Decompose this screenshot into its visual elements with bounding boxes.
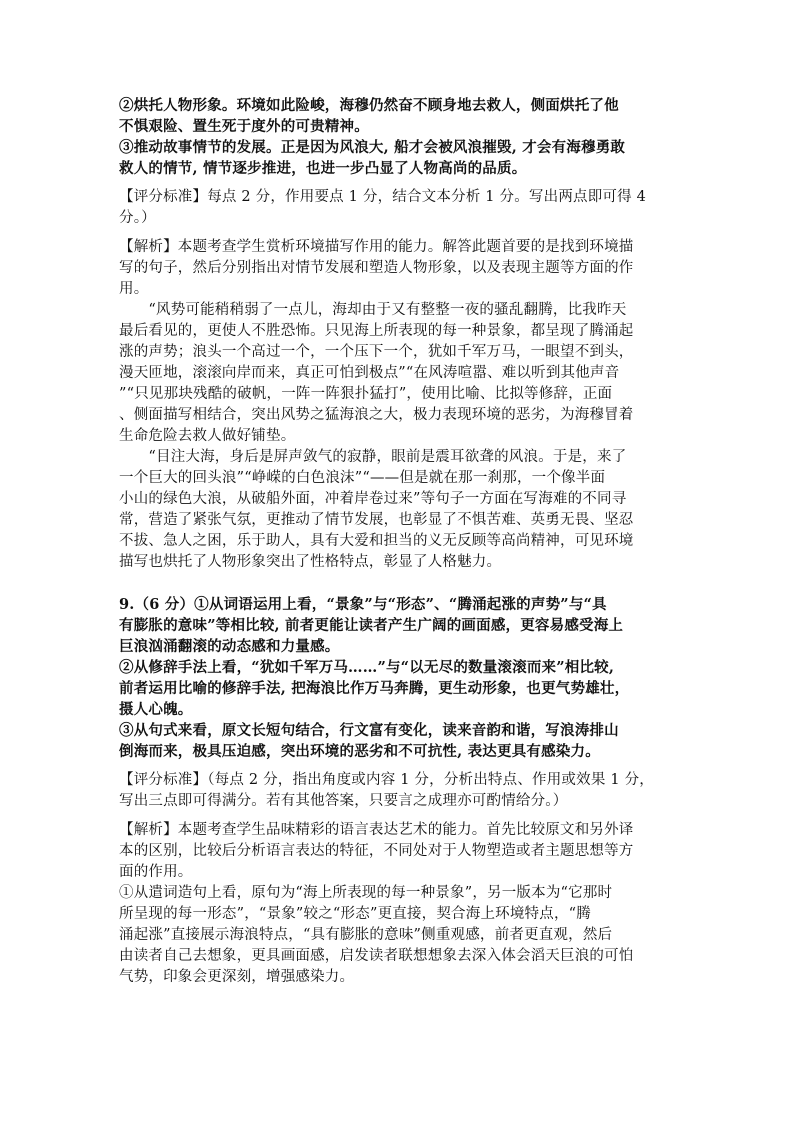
text-line: 分。）	[119, 210, 156, 226]
text-line: 涌起涨”直接展示海浪特点，“具有膨胀的意味”侧重观感，前者更直观，然后	[119, 927, 613, 943]
text-line: 【评分标准】（每点 2 分，指出角度或内容 1 分，分析出特点、作用或效果 1 分，	[119, 772, 654, 788]
text-line: ③推动故事情节的发展。正是因为风浪大, 船才会被风浪摧毁, 才会有海穆勇敢	[119, 139, 626, 156]
analysis-8	[119, 237, 679, 573]
text-line: 不惧艰险、置生死于度外的可贵精神。	[119, 118, 369, 135]
text-line: 倒海而来，极具压迫感，突出环境的恶劣和不可抗性, 表达更具有感染力。	[119, 743, 600, 760]
text-line: 气势，印象会更深刻，增强感染力。	[119, 969, 355, 985]
text-line: 用。	[119, 281, 149, 297]
text-line: 常，营造了紧张气氛，更推动了情节发展，也彰显了不惧苦难、英勇无畏、坚忍	[119, 512, 634, 528]
text-line: 救人的情节, 情节逐步推进，也进一步凸显了人物高尚的品质。	[119, 160, 527, 177]
text-line: 写的句子，然后分别指出对情节发展和塑造人物形象，以及表现主题等方面的作	[119, 260, 634, 276]
text-line: 本的区别，比较后分析语言表达的特征，不同处对于人物塑造或者主题思想等方	[119, 843, 634, 859]
scoring-criteria-9	[119, 770, 679, 812]
text-line: 由读者自己去想象，更具画面感，启发读者联想想象去深入体会滔天巨浪的可怕	[119, 948, 634, 964]
text-line: 【评分标准】每点 2 分，作用要点 1 分，结合文本分析 1 分。写出两点即可得 4	[119, 189, 647, 205]
text-line: 摄人心魄。	[119, 701, 193, 718]
answer-9	[119, 594, 679, 762]
text-line: 所呈现的每一形态”，“景象”较之“形态”更直接，契合海上环境特点，“腾	[119, 906, 591, 922]
text-line: 不拔、急人之困，乐于助人，具有大爱和担当的义无反顾等高尚精神，可见环境	[119, 533, 634, 549]
answer-8-points-2-3	[119, 95, 679, 179]
text-line: 【解析】本题考查学生品味精彩的语言表达艺术的能力。首先比较原文和另外译	[119, 822, 634, 838]
text-line: 小山的绿色大浪，从破船外面，冲着岸卷过来”等句子一方面在写海难的不同寻	[119, 491, 627, 507]
text-line: 一个巨大的回头浪”“峥嵘的白色浪沫”“——但是就在那一刹那，一个像半面	[119, 470, 606, 486]
text-line: “风势可能稍稍弱了一点儿，海却由于又有整整一夜的骚乱翻腾，比我昨天	[119, 302, 627, 318]
text-line: 描写也烘托了人物形象突出了性格特点，彰显了人格魅力。	[119, 554, 502, 570]
text-line: ②烘托人物形象。环境如此险峻，海穆仍然奋不顾身地去救人，侧面烘托了他	[119, 97, 619, 114]
text-line: 9.（6 分）①从词语运用上看，“景象”与“形态”、“腾涌起涨的声势”与“具	[119, 596, 607, 613]
document-page	[119, 95, 679, 988]
text-line: 、侧面描写相结合，突出风势之猛海浪之大，极力表现环境的恶劣，为海穆冒着	[119, 407, 634, 423]
text-line: 有膨胀的意味”等相比较, 前者更能让读者产生广阔的画面感，更容易感受海上	[119, 617, 624, 634]
text-line: 前者运用比喻的修辞手法, 把海浪比作万马奔腾，更生动形象，也更气势雄壮，	[119, 680, 630, 697]
text-line: “目注大海，身后是屏声敛气的寂静，眼前是震耳欲聋的风浪。于是，来了	[119, 449, 627, 465]
text-line: 最后看见的，更使人不胜恐怖。只见海上所表现的每一种景象，都呈现了腾涌起	[119, 323, 634, 339]
text-line: ②从修辞手法上看，“犹如千军万马……”与“以无尽的数量滚滚而来”相比较,	[119, 659, 615, 676]
text-line: 面的作用。	[119, 864, 193, 880]
text-line: 巨浪汹涌翻滚的动态感和力量感。	[119, 638, 340, 655]
scoring-criteria-8	[119, 187, 679, 229]
text-line: 【解析】本题考查学生赏析环境描写作用的能力。解答此题首要的是找到环境描	[119, 239, 634, 255]
text-line: ①从遣词造句上看，原句为“海上所表现的每一种景象”，另一版本为“它那时	[119, 885, 613, 901]
analysis-9	[119, 820, 679, 988]
text-line: ”“只见那块残酷的破帆，一阵一阵狠扑猛打”，使用比喻、比拟等修辞，正面	[119, 386, 613, 402]
text-line: ③从句式来看，原文长短句结合，行文富有变化，读来音韵和谐，写浪涛排山	[119, 722, 619, 739]
text-line: 生命危险去救人做好铺垫。	[119, 428, 296, 444]
text-line: 涨的声势；浪头一个高过一个，一个压下一个，犹如千军万马，一眼望不到头，	[119, 344, 634, 360]
text-line: 漫天匝地，滚滚向岸而来，真正可怕到极点”“在风涛喧嚣、难以听到其他声音	[119, 365, 620, 381]
text-line: 写出三点即可得满分。若有其他答案，只要言之成理亦可酌情给分。）	[119, 793, 568, 809]
